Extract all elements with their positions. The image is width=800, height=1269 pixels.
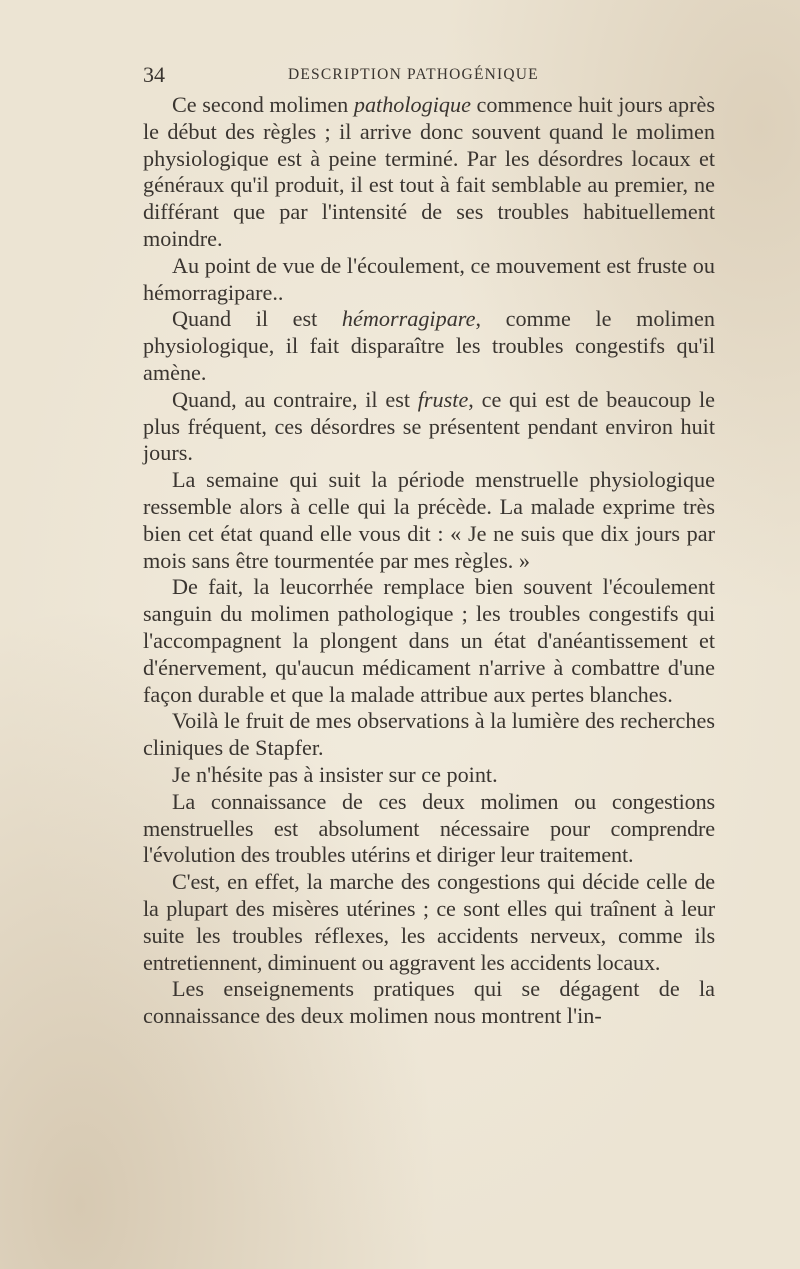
page-number: 34 [143,62,165,87]
body-text [143,92,715,1030]
book-page [143,58,715,1030]
paragraph-9: La connaissance de ces deux molimen ou congestions menstruelles est absolument nécessaire pour comprendre l'évolution des troubles utérins et diriger leur traitement. [143,788,715,868]
paragraph-5: La semaine qui suit la période menstruelle physiologique ressemble alors à celle qui la précède. La malade exprime très bien cet état quand elle vous dit : « Je ne suis que dix jours par mois sans être tourmentée par mes règles. » [143,467,715,573]
paragraph-10: C'est, en effet, la marche des congestions qui décide celle de la plupart des misères utérines ; ce sont elles qui traînent à leur suite les troubles réflexes, les accidents nerveux, comme ils entretiennent, diminuent ou aggravent les accidents locaux. [143,869,715,975]
paragraph-4: Quand, au contraire, il est fruste, ce qui est de beaucoup le plus fréquent, ces désordres se présentent pendant environ huit jours. [143,386,715,466]
paragraph-6: De fait, la leucorrhée remplace bien souvent l'écoulement sanguin du molimen pathologique ; les troubles congestifs qui l'accompagnent la plongent dans un état d'anéantissement et d'énervement, qu'aucun médicament n'arrive à combattre d'une façon durable et que la malade attribue aux pertes blanches. [143,574,715,707]
running-header [143,58,715,92]
paragraph-1: Ce second molimen pathologique commence huit jours après le début des règles ; il arrive donc souvent quand le molimen physiologique est à peine terminé. Par les désordres locaux et généraux qu'il produit, il est tout à fait semblable au premier, ne différant que par l'intensité de ses troubles habituellement moindre. [143,92,715,251]
paragraph-8: Je n'hésite pas à insister sur ce point. [172,761,498,787]
paragraph-11: Les enseignements pratiques qui se dégagent de la connaissance des deux molimen nous montrent l'in- [143,976,715,1029]
running-title: DESCRIPTION PATHOGÉNIQUE [288,66,539,83]
paragraph-3: Quand il est hémorragipare, comme le molimen physiologique, il fait disparaître les troubles congestifs qu'il amène. [143,306,715,385]
paragraph-2: Au point de vue de l'écoulement, ce mouvement est fruste ou hémorragipare.. [143,252,715,305]
paragraph-7: Voilà le fruit de mes observations à la lumière des recherches cliniques de Stapfer. [143,708,715,761]
